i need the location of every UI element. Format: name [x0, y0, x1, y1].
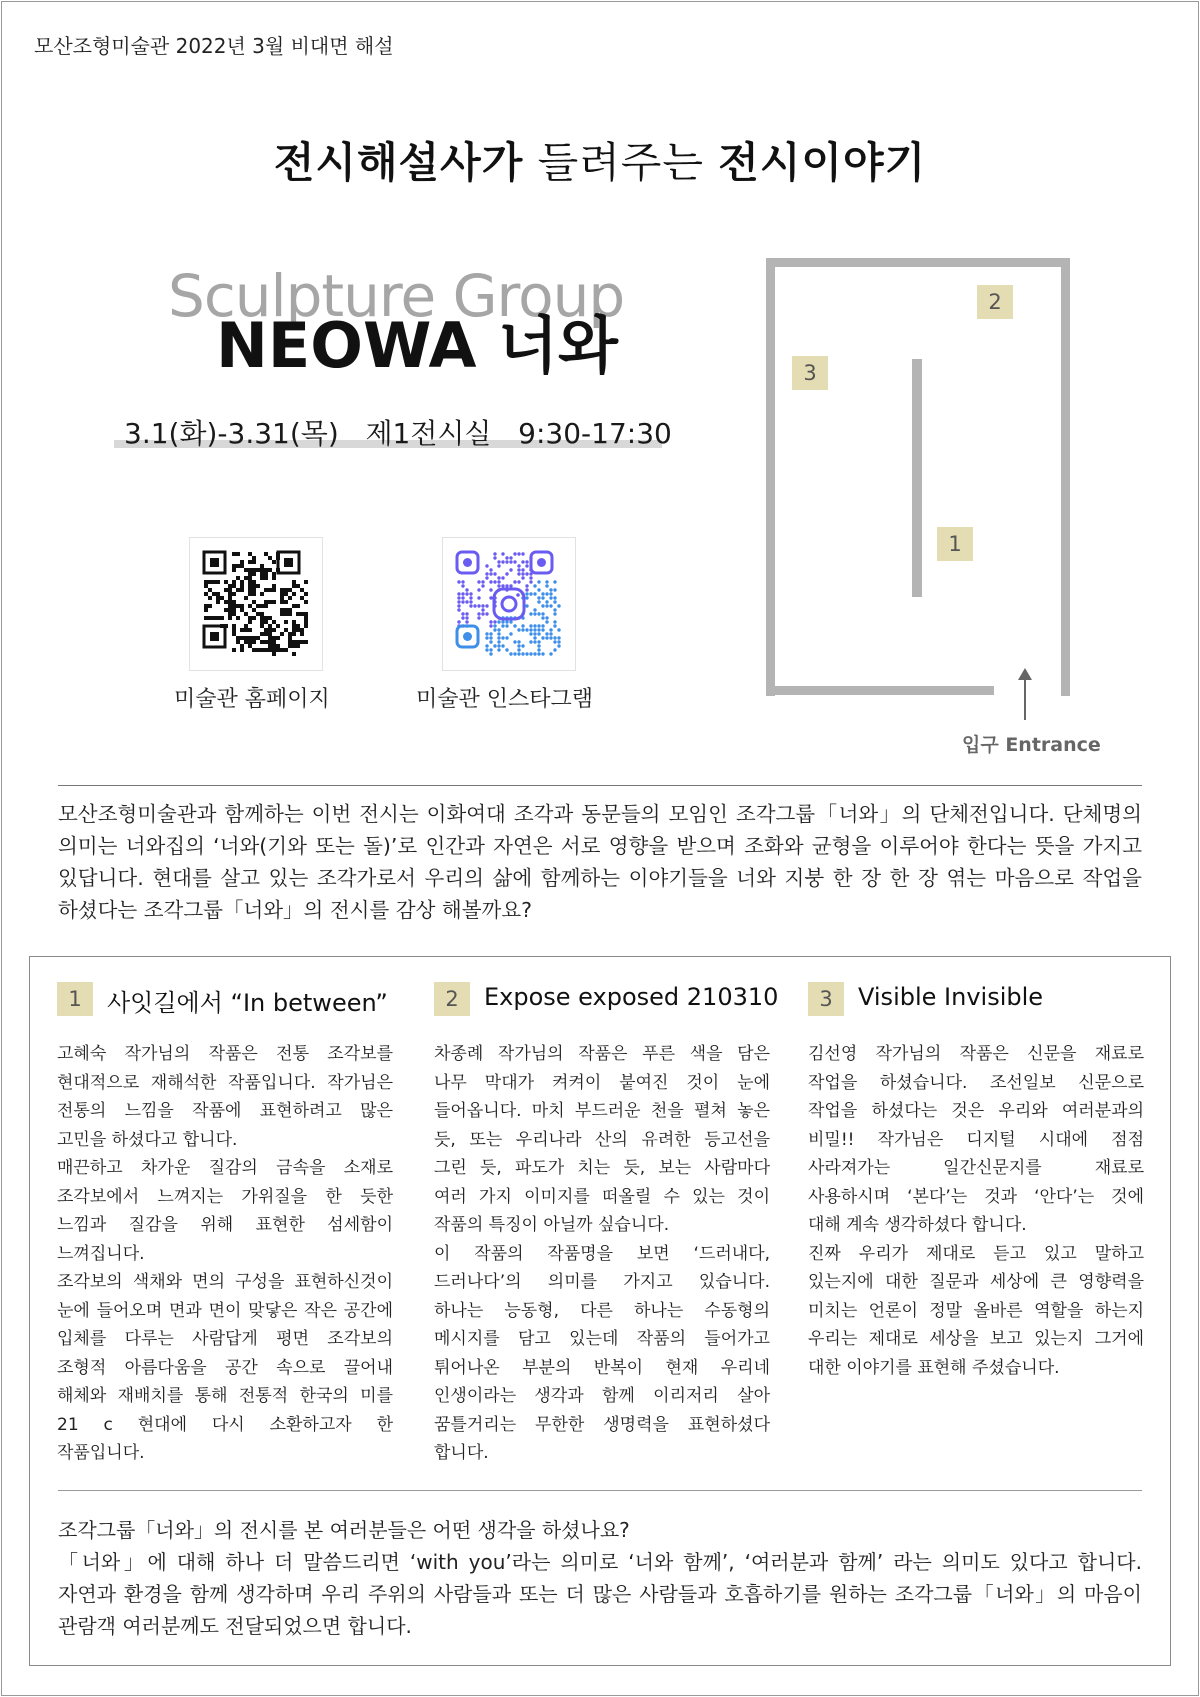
- closing-line: 「너와」에 대해 하나 더 말씀드리면 ‘with you’라는 의미로 ‘너와 함께’, ‘여러분과 함께’ 라는 의미도 있다고 합니다.: [58, 1550, 1142, 1574]
- work-2-line: 하나는 능동형, 다른 하나는 수동형의: [434, 1300, 770, 1321]
- work-1-line: 전통의 느낌을 작품에 표현하려고 많은: [57, 1101, 393, 1121]
- exhibit-title: NEOWA 너와: [216, 309, 618, 382]
- work-2-line: 인생이라는 생각과 함께 이리저리 살아: [434, 1386, 770, 1406]
- work-2-line: 차종례 작가님의 작품은 푸른 색을 담은: [434, 1044, 770, 1064]
- section-divider: [58, 785, 1142, 786]
- work-1-line: 느껴집니다.: [57, 1243, 145, 1264]
- work-1-line: 입체를 다루는 사람답게 평면 조각보의: [57, 1329, 393, 1349]
- title-part-3: 전시이야기: [718, 138, 927, 187]
- intro-line: 하셨다는 조각그룹「너와」의 전시를 감상 해볼까요?: [58, 898, 533, 922]
- work-1-line: 조각보의 색채와 면의 구성을 표현하신것이: [57, 1272, 393, 1292]
- work-2-line: 작품의 특징이 아닐까 싶습니다.: [434, 1215, 670, 1235]
- exhibit-subtitle-en: Sculpture Group: [168, 262, 625, 330]
- work-3-line: 작업을 하셨다는 것은 우리와 여러분과의: [808, 1101, 1144, 1121]
- closing-line: 관람객 여러분께도 전달되었으면 합니다.: [58, 1614, 412, 1638]
- floor-plan-partition: [912, 359, 922, 597]
- work-1-line: 매끈하고 차가운 질감의 금속을 소재로: [57, 1158, 393, 1178]
- title-part-1: 전시해설사가: [273, 138, 524, 187]
- work-2-line: 이 작품의 작품명을 보면 ‘드러내다,: [434, 1243, 770, 1264]
- floor-plan-wall-left: [766, 258, 775, 696]
- work-1-number: 1: [57, 982, 93, 1016]
- work-3-line: 작업을 하셨습니다. 조선일보 신문으로: [808, 1072, 1144, 1093]
- header-label: 모산조형미술관 2022년 3월 비대면 해설: [34, 34, 394, 58]
- work-3-line: 우리는 제대로 세상을 보고 있는지 그거에: [808, 1329, 1144, 1349]
- work-2-line: 드러나다’의 의미를 가지고 있습니다.: [434, 1272, 770, 1292]
- work-3-line: 비밀!! 작가님은 디지털 시대에 점점: [808, 1129, 1144, 1150]
- floor-plan-wall-right: [1061, 258, 1070, 696]
- work-2-line: 그린 듯, 파도가 치는 듯, 보는 사람마다: [434, 1158, 770, 1178]
- instagram-qr-label: 미술관 인스타그램: [416, 687, 594, 712]
- work-1-line: 해체와 재배치를 통해 전통적 한국의 미를: [57, 1386, 393, 1406]
- work-2-number: 2: [434, 982, 470, 1016]
- closing-paragraph: [58, 1514, 1142, 1642]
- title-part-2: 들려주는: [523, 138, 719, 187]
- work-3-description: [808, 1040, 1144, 1382]
- intro-line: 의미는 너와집의 ‘너와(기와 또는 돌)’로 인간과 자연은 서로 영향을 받으며 조화와 균형을 이루어야 한다는 뜻을 가지고: [58, 834, 1142, 858]
- room-marker-3: 3: [792, 356, 828, 390]
- room-marker-1: 1: [937, 527, 973, 561]
- work-2-line: 여러 가지 이미지를 떠올릴 수 있는 것이: [434, 1186, 770, 1207]
- work-2-line: 튀어나온 부분의 반복이 현재 우리네: [434, 1357, 770, 1378]
- work-2-title: Expose exposed 210310: [484, 983, 779, 1011]
- work-3-line: 사용하시며 ‘본다’는 것과 ‘안다’는 것에: [808, 1186, 1144, 1207]
- work-2-line: 메시지를 담고 있는데 작품의 들어가고: [434, 1329, 770, 1349]
- work-3-line: 김선영 작가님의 작품은 신문을 재료로: [808, 1044, 1144, 1064]
- work-3-line: 사라져가는 일간신문지를 재료로: [808, 1158, 1144, 1178]
- closing-line: 자연과 환경을 함께 생각하며 우리 주위의 사람들과 또는 더 많은 사람들과 호흡하기를 원하는 조각그룹「너와」의 마음이: [58, 1582, 1142, 1606]
- work-2-line: 꿈틀거리는 무한한 생명력을 표현하셨다: [434, 1414, 770, 1435]
- work-2-line: 나무 막대가 켜켜이 붙여진 것이 눈에: [434, 1072, 770, 1093]
- intro-paragraph: [58, 798, 1142, 926]
- homepage-qr-icon: [190, 538, 322, 670]
- work-2-line: 합니다.: [434, 1443, 489, 1463]
- exhibit-schedule: 3.1(화)-3.31(목) 제1전시실 9:30-17:30: [124, 417, 672, 450]
- floor-plan-wall-bottom: [766, 686, 994, 695]
- work-1-line: 고민을 하셨다고 합니다.: [57, 1129, 238, 1150]
- instagram-qr-icon: [443, 538, 575, 670]
- floor-plan-wall-top: [766, 258, 1070, 267]
- entrance-arrow-shaft: [1024, 672, 1026, 720]
- homepage-qr-code[interactable]: [189, 537, 323, 671]
- work-3-line: 대한 이야기를 표현해 주셨습니다.: [808, 1357, 1060, 1378]
- work-3-line: 있는지에 대한 질문과 세상에 큰 영향력을: [808, 1272, 1144, 1292]
- main-title: [0, 130, 1200, 190]
- work-3-number: 3: [808, 982, 844, 1016]
- intro-line: 있답니다. 현대를 살고 있는 조각가로서 우리의 삶에 함께하는 이야기들을 너와 지붕 한 장 한 장 엮는 마음으로 작업을: [58, 866, 1142, 890]
- work-3-title: Visible Invisible: [858, 983, 1044, 1011]
- work-2-line: 들어옵니다. 마치 부드러운 천을 펼쳐 놓은: [434, 1101, 770, 1121]
- work-3-line: 대해 계속 생각하셨다 합니다.: [808, 1215, 1027, 1235]
- work-1-line: 느낌과 질감을 위해 표현한 섬세함이: [57, 1215, 393, 1235]
- instagram-qr-code[interactable]: [442, 537, 576, 671]
- closing-divider: [58, 1490, 1142, 1491]
- work-1-line: 작품입니다.: [57, 1443, 145, 1463]
- homepage-qr-label: 미술관 홈페이지: [174, 687, 330, 712]
- work-1-line: 21 c 현대에 다시 소환하고자 한: [57, 1414, 393, 1435]
- work-2-description: [434, 1040, 770, 1468]
- closing-line: 조각그룹「너와」의 전시를 본 여러분들은 어떤 생각을 하셨나요?: [58, 1518, 630, 1542]
- work-3-line: 미치는 언론이 정말 올바른 역할을 하는지: [808, 1300, 1144, 1321]
- work-3-line: 진짜 우리가 제대로 듣고 있고 말하고: [808, 1243, 1144, 1264]
- work-1-title: 사잇길에서 “In between”: [107, 989, 388, 1017]
- intro-line: 모산조형미술관과 함께하는 이번 전시는 이화여대 조각과 동문들의 모임인 조각그룹「너와」의 단체전입니다. 단체명의: [58, 802, 1142, 826]
- work-1-line: 현대적으로 재해석한 작품입니다. 작가님은: [57, 1072, 393, 1093]
- work-1-description: [57, 1040, 393, 1468]
- work-2-line: 듯, 또는 우리나라 산의 유려한 등고선을: [434, 1129, 770, 1150]
- work-1-line: 눈에 들어오며 면과 면이 맞닿은 작은 공간에: [57, 1300, 393, 1321]
- room-marker-2: 2: [977, 285, 1013, 319]
- work-1-line: 조각보에서 느껴지는 가위질을 한 듯한: [57, 1186, 393, 1207]
- entrance-label: 입구 Entrance: [962, 734, 1101, 756]
- work-1-line: 고혜숙 작가님의 작품은 전통 조각보를: [57, 1044, 393, 1064]
- work-1-line: 조형적 아름다움을 공간 속으로 끌어내: [57, 1357, 393, 1378]
